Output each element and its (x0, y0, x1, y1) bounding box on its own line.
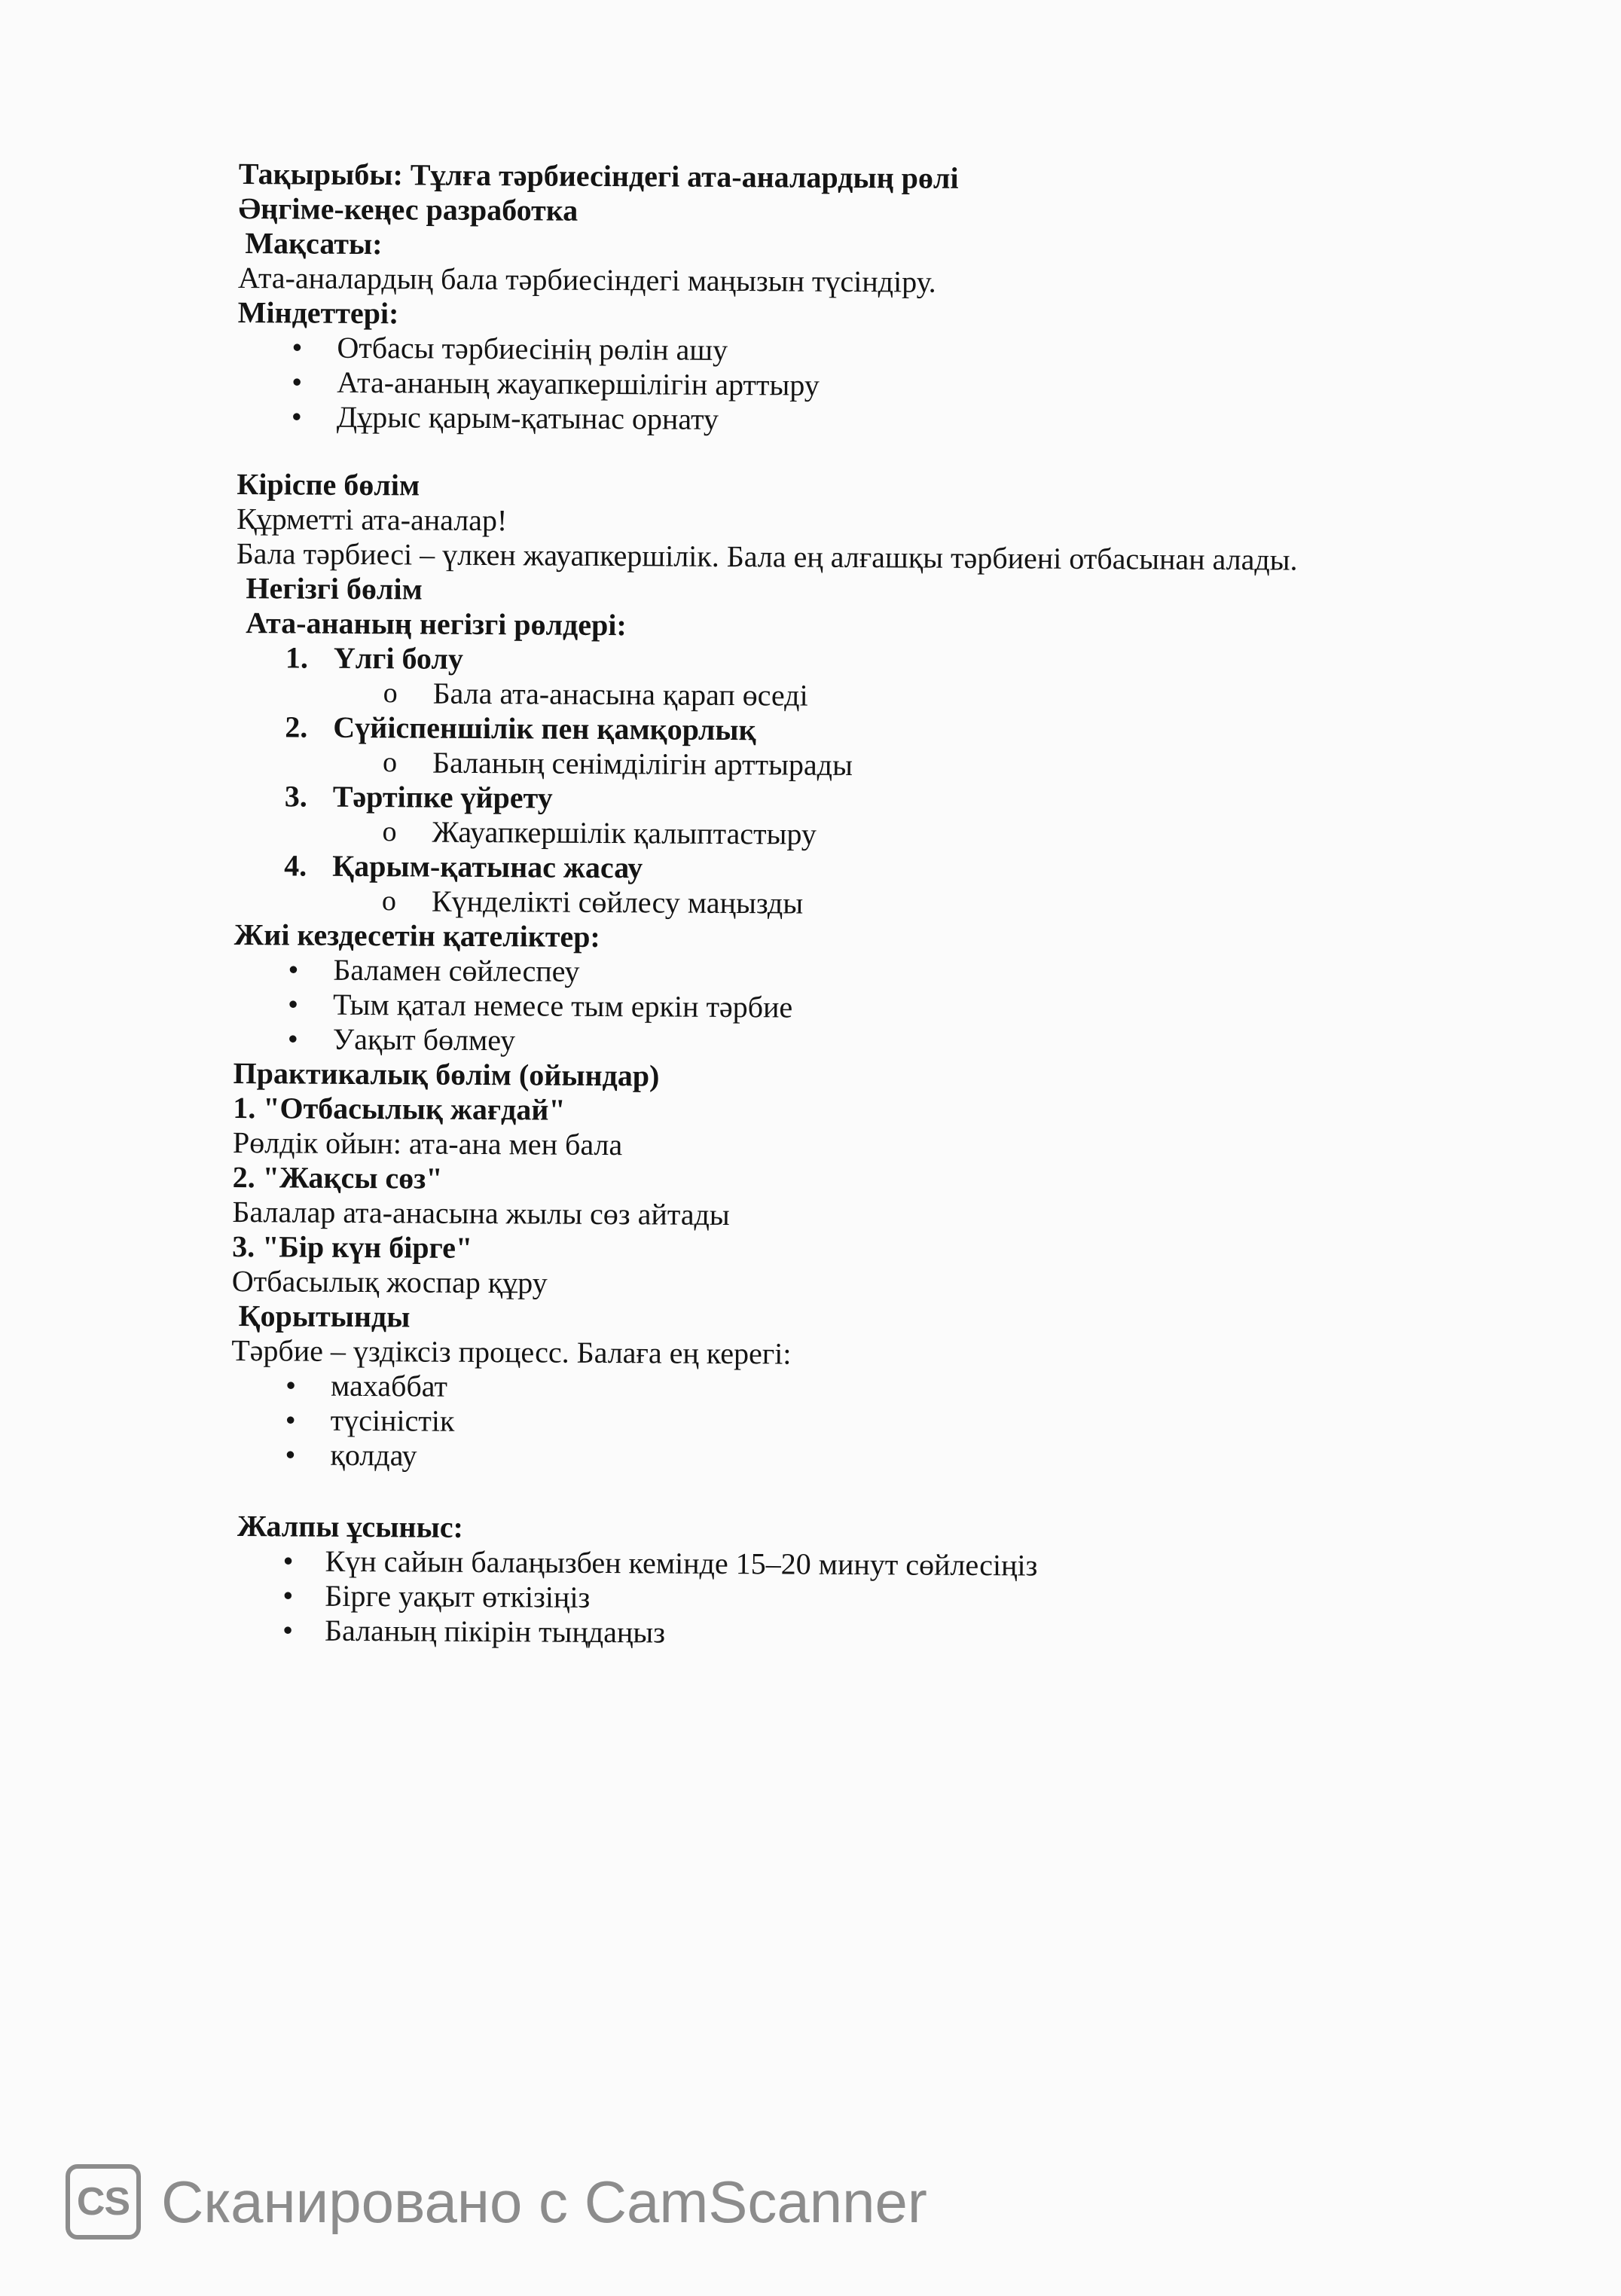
mistakes-heading: Жиі кездесетін қателіктер: (234, 917, 600, 954)
role-title: Сүйіспеншілік пен қамқорлық (333, 710, 756, 747)
tasks-heading: Міндеттері: (237, 295, 399, 331)
role-detail-text: Баланың сенімділігін арттырады (432, 745, 853, 782)
sub-bullet-marker: o (382, 816, 397, 848)
role-detail-text: Бала ата-анасына қарап өседі (432, 676, 808, 713)
role-number: 3. (284, 779, 307, 814)
mistake-item-text: Баламен сөйлеспеу (333, 952, 580, 988)
mistake-item-text: Уақыт бөлмеу (332, 1021, 516, 1058)
conclusion-item (230, 1437, 1526, 1480)
recommendations-heading: Жалпы ұсыныс: (237, 1509, 463, 1544)
bullet-marker: • (285, 1437, 296, 1472)
game-title: 3. "Бір күн бірге" (232, 1229, 473, 1265)
recommendation-item (230, 1613, 1525, 1656)
role-detail-text: Жауапкершілік қалыптастыру (432, 814, 817, 851)
bullet-marker: • (292, 330, 303, 365)
bullet-marker: • (282, 1613, 294, 1647)
bullet-marker: • (282, 1543, 294, 1578)
intro-heading: Кіріспе бөлім (237, 466, 420, 502)
document-title: Тақырыбы: Тұлға тәрбиесіндегі ата-аналардың рөлі (238, 157, 959, 195)
conclusion-item-text: қолдау (330, 1437, 417, 1473)
conclusion-item-text: махаббат (330, 1368, 448, 1403)
conclusion-text: Тәрбие – үздіксіз процесс. Балаға ең керегі: (231, 1333, 792, 1371)
camscanner-watermark (66, 2164, 927, 2240)
role-number: 2. (285, 710, 308, 744)
role-number: 1. (285, 640, 309, 675)
game-title: 2. "Жақсы сөз" (232, 1159, 443, 1195)
bullet-marker: • (287, 1021, 299, 1056)
document-body (230, 157, 1534, 1655)
task-item-text: Отбасы тәрбиесінің рөлін ашу (337, 330, 728, 367)
bullet-marker: • (292, 365, 303, 399)
bullet-marker: • (285, 1368, 297, 1403)
recommendation-item-text: Баланың пікірін тыңдаңыз (324, 1613, 666, 1650)
game-title: 1. "Отбасылық жағдай" (233, 1090, 566, 1127)
intro-greeting: Құрметті ата-аналар! (236, 501, 508, 538)
conclusion-heading: Қорытынды (238, 1299, 411, 1334)
role-detail-text: Күнделікті сөйлесу маңызды (431, 884, 804, 921)
task-item (237, 399, 1533, 442)
game-description: Отбасылық жоспар құру (231, 1263, 548, 1300)
goal-heading: Мақсаты: (245, 226, 383, 261)
bullet-marker: • (287, 987, 299, 1021)
role-title: Үлгі болу (333, 640, 464, 676)
bullet-marker: • (288, 952, 299, 987)
sub-bullet-marker: o (383, 677, 398, 710)
bullet-marker: • (282, 1578, 294, 1613)
sub-bullet-marker: o (381, 885, 397, 917)
bullet-marker: • (291, 399, 303, 434)
document-subtitle: Әңгіме-кеңес разработка (238, 191, 578, 227)
watermark-text: Сканировано с CamScanner (161, 2169, 927, 2235)
role-number: 4. (284, 848, 307, 883)
game-description: Балалар ата-анасына жылы сөз айтады (232, 1194, 730, 1232)
game-description: Рөлдік ойын: ата-ана мен бала (232, 1125, 623, 1162)
mistake-item-text: Тым қатал немесе тым еркін тәрбие (332, 987, 793, 1024)
goal-text: Ата-аналардың бала тәрбиесіндегі маңызын түсіндіру. (237, 260, 936, 299)
recommendation-item-text: Бірге уақыт өткізіңіз (325, 1578, 591, 1614)
recommendation-item-text: Күн сайын балаңызбен кемінде 15–20 минут сөйлесіңіз (325, 1543, 1038, 1583)
task-item-text: Дұрыс қарым-қатынас орнату (336, 399, 719, 436)
task-item-text: Ата-ананың жауапкершілігін арттыру (337, 365, 820, 402)
camscanner-logo-icon: CS (66, 2164, 141, 2240)
role-title: Тәртіпке үйрету (332, 779, 553, 815)
bullet-marker: • (285, 1403, 296, 1437)
role-title: Қарым-қатынас жасау (332, 848, 643, 885)
practice-heading: Практикалық бөлім (ойындар) (233, 1055, 660, 1093)
conclusion-item-text: түсіністік (330, 1403, 455, 1438)
roles-heading: Ата-ананың негізгі рөлдері: (246, 606, 627, 643)
intro-text: Бала тәрбиесі – үлкен жауапкершілік. Бала ең алғашқы тәрбиені отбасынан алады. (236, 536, 1298, 577)
main-heading: Негізгі бөлім (246, 571, 423, 606)
sub-bullet-marker: o (382, 747, 398, 779)
